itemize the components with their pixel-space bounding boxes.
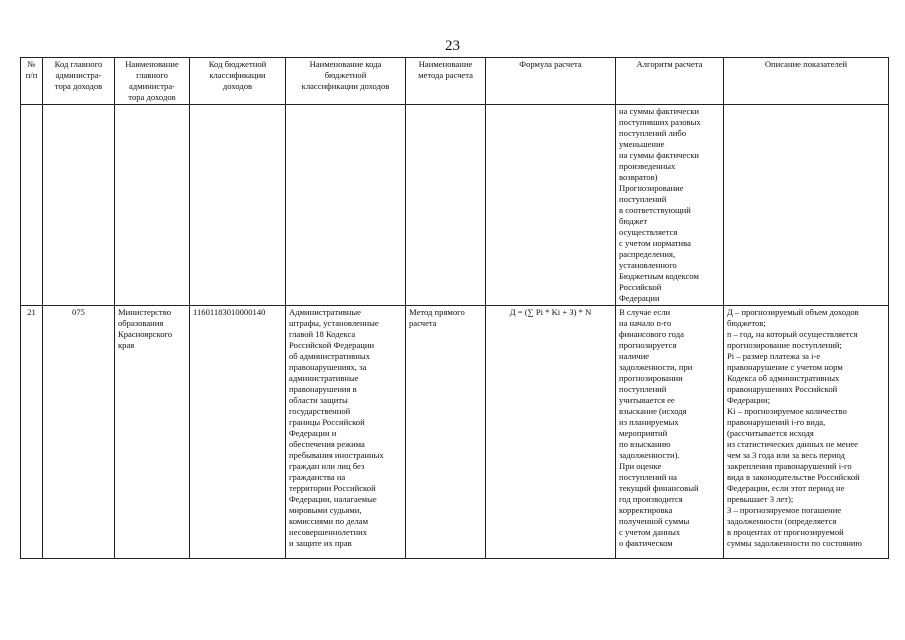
cell-admin-code: 075 <box>43 306 115 559</box>
cell-algorithm: В случае если на начало n-го финансового года прогнозируется наличие задолженности, при прогнозировании поступлений учитывается ее взыскание (исходя из планируемых мероприятий по взысканию задолженности). При оценке поступлений на текущий финансовый год производится корректировка полученной суммы с учетом данных о фактическом <box>616 306 724 559</box>
revenue-forecast-table <box>20 57 889 559</box>
cell-method: Метод прямого расчета <box>406 306 486 559</box>
cell-empty <box>724 105 889 306</box>
header-method: Наименование метода расчета <box>406 58 486 105</box>
cell-empty <box>43 105 115 306</box>
header-description: Описание показателей <box>724 58 889 105</box>
header-formula: Формула расчета <box>486 58 616 105</box>
cell-empty <box>406 105 486 306</box>
cell-kbk-name: Административные штрафы, установленные главой 18 Кодекса Российской Федерации об административных правонарушениях, за административные правонарушения в области защиты государственной границы Российской Федерации и обеспечения режима пребывания иностранных граждан или лиц без гражданства на территории Российской Федерации, налагаемые мировыми судьями, комиссиями по делам несовершеннолетних и защите их прав <box>286 306 406 559</box>
cell-empty <box>486 105 616 306</box>
cell-admin-name: Министерство образования Красноярского края <box>115 306 190 559</box>
cell-empty <box>21 105 43 306</box>
cell-empty <box>286 105 406 306</box>
table-row <box>21 306 889 559</box>
cell-algorithm: на суммы фактически поступивших разовых поступлений либо уменьшение на суммы фактически произведенных возвратов) Прогнозирование поступлений в соответствующий бюджет осуществляется с учетом норматива распределения, установленного Бюджетным кодексом Российской Федерации <box>616 105 724 306</box>
cell-empty <box>115 105 190 306</box>
cell-formula: Д = (∑ Pi * Ki + З) * N <box>486 306 616 559</box>
cell-number: 21 <box>21 306 43 559</box>
cell-kbk: 11601183010000140 <box>190 306 286 559</box>
page-number: 23 <box>445 38 460 54</box>
header-admin-name: Наименование главного администра- тора доходов <box>115 58 190 105</box>
cell-description: Д – прогнозируемый объем доходов бюджетов; n – год, на который осуществляется прогнозирование поступлений; Pi – размер платежа за i-е правонарушение с учетом норм Кодекса об административных правонарушениях Российской Федерации; Ki – прогнозируемое количество правонарушений i-го вида, (рассчитывается исходя из статистических данных не менее чем за 3 года или за весь период закрепления правонарушений i-го вида в законодательстве Российской Федерации, если этот период не превышает 3 лет); З – прогнозируемое погашение задолженности (определяется в процентах от прогнозируемой суммы задолженности по состоянию <box>724 306 889 559</box>
header-number: № п/п <box>21 58 43 105</box>
table-header-row <box>21 58 889 105</box>
cell-empty <box>190 105 286 306</box>
table-row-continuation <box>21 105 889 306</box>
header-kbk-name: Наименование кода бюджетной классификации доходов <box>286 58 406 105</box>
header-admin-code: Код главного администра- тора доходов <box>43 58 115 105</box>
header-algorithm: Алгоритм расчета <box>616 58 724 105</box>
header-kbk: Код бюджетной классификации доходов <box>190 58 286 105</box>
